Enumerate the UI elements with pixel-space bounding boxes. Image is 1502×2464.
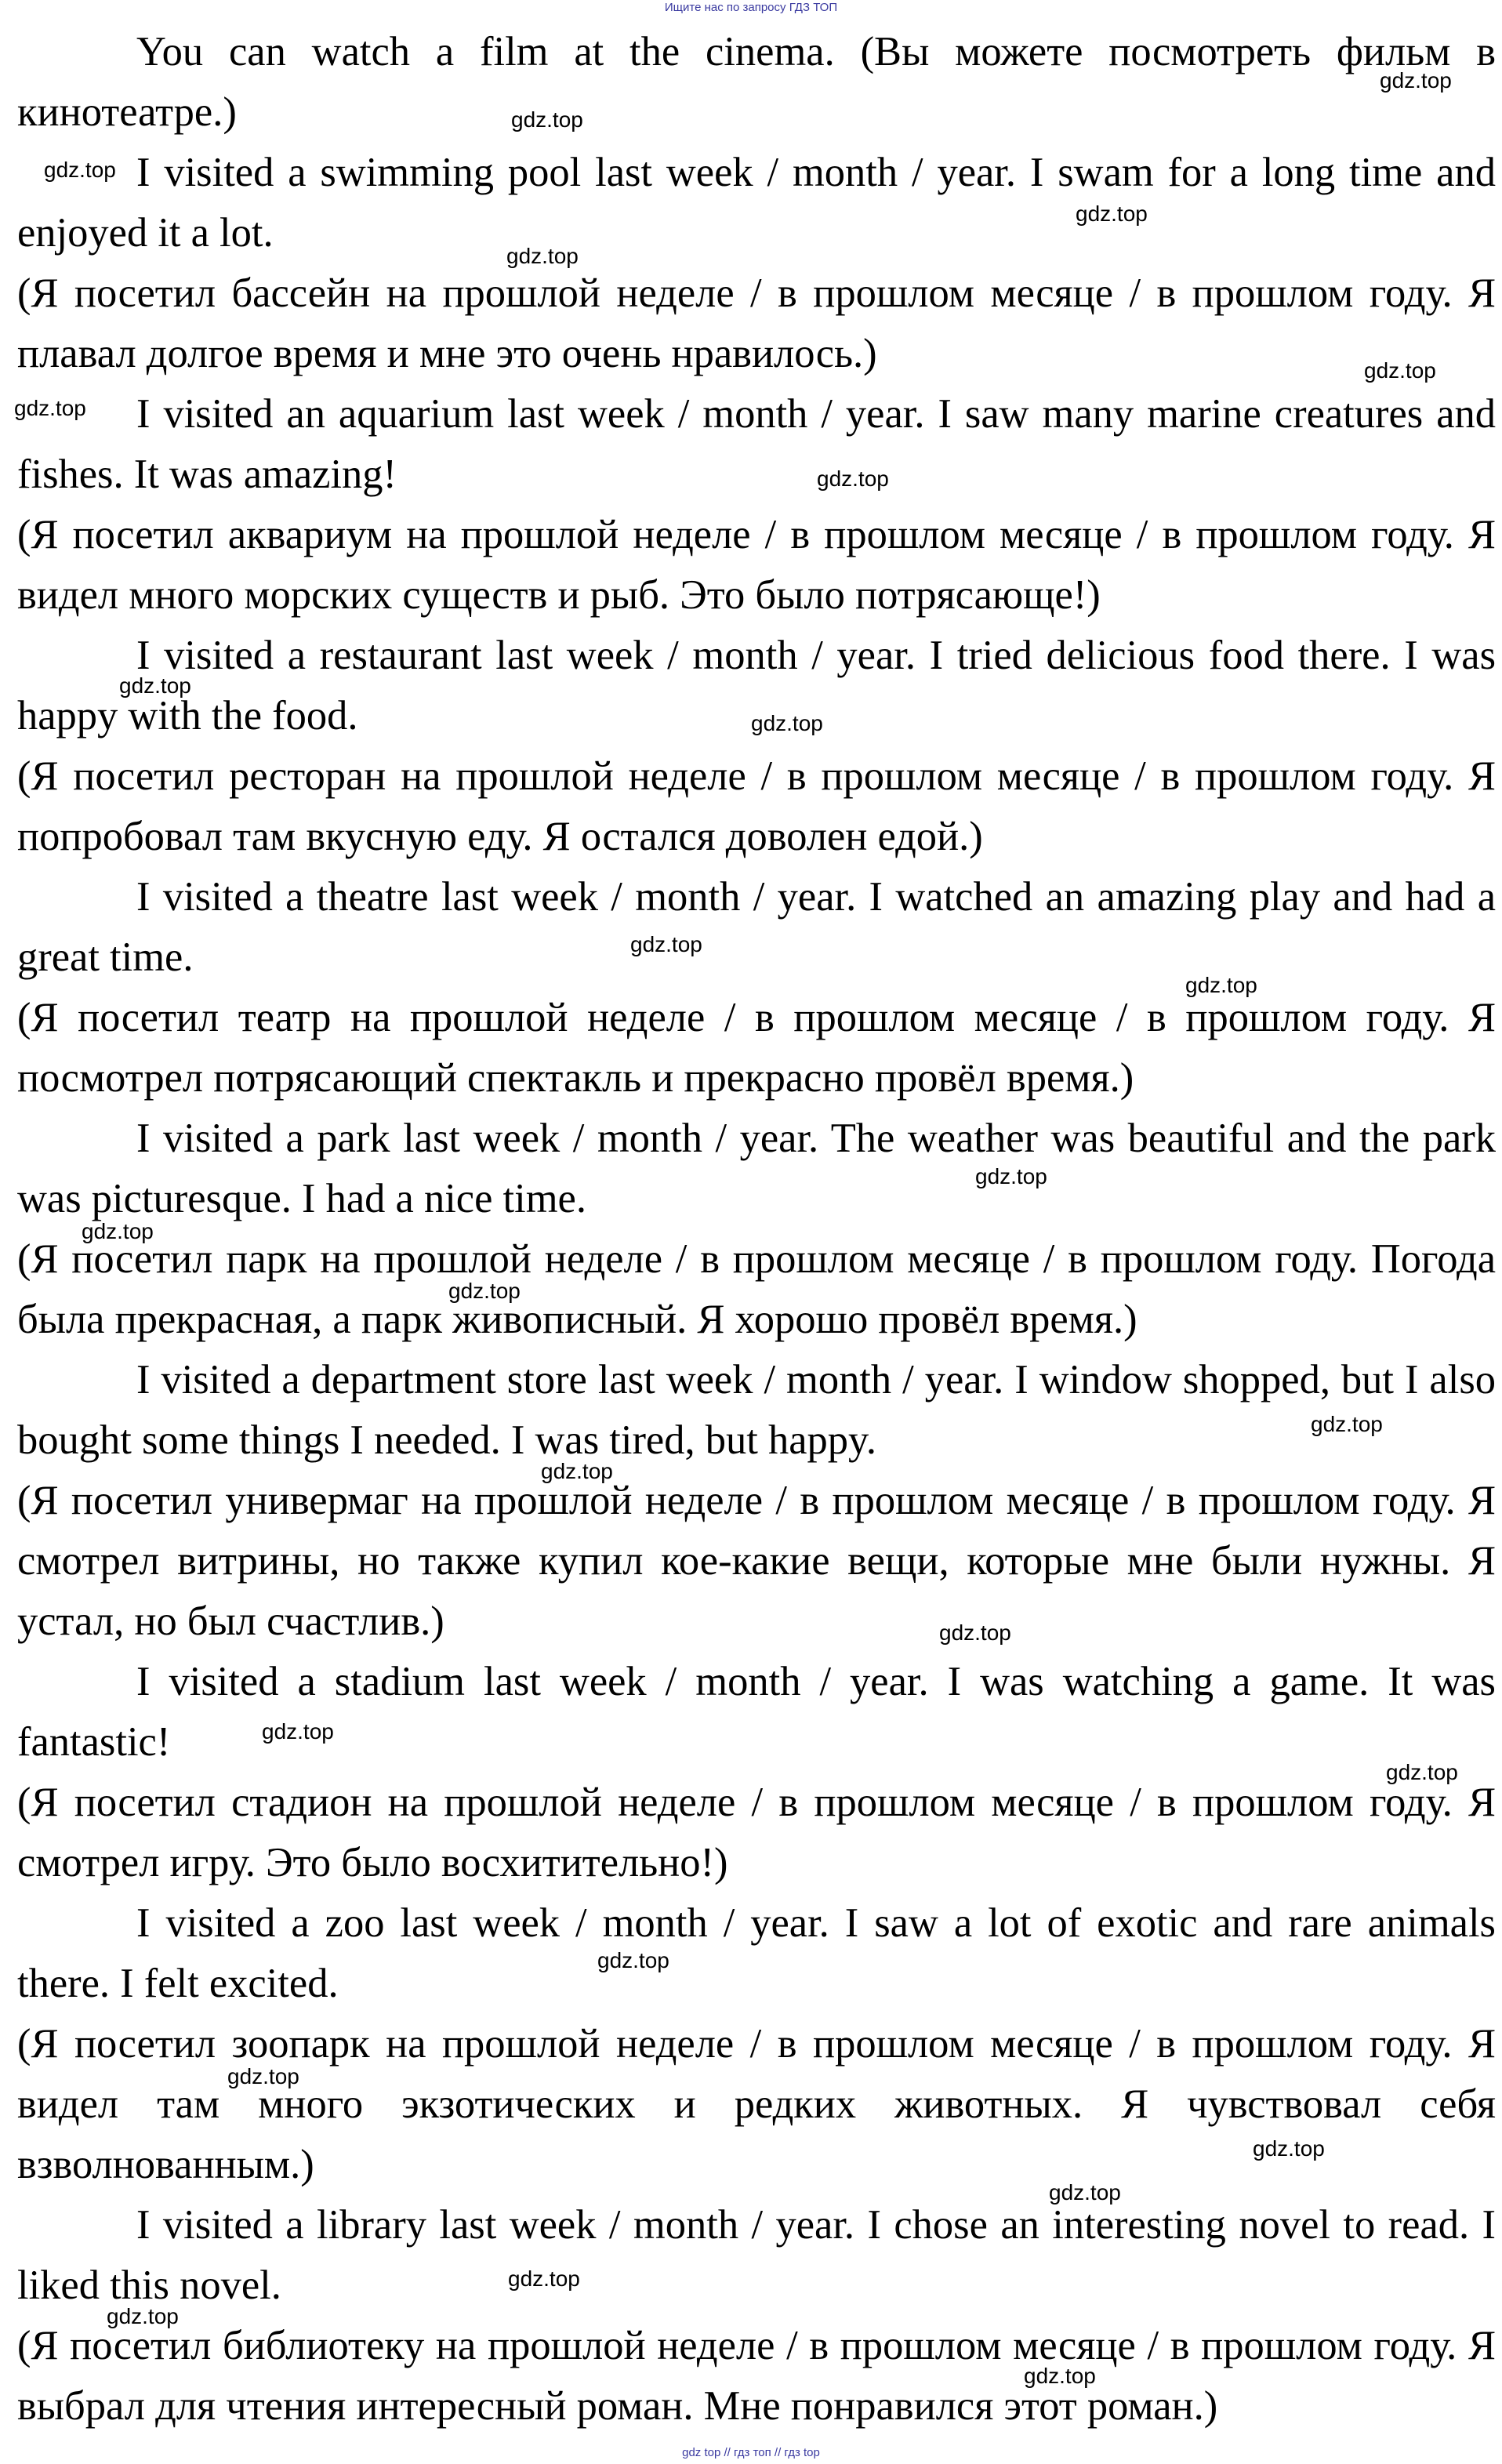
paragraph-library-ru: (Я посетил библиотеку на прошлой неделе / в прошлом месяце / в прошлом году. Я выбрал для чтения интересный роман. Мне понравился этот роман.) xyxy=(17,2323,1496,2429)
paragraph-store-en: I visited a department store last week / month / year. I window shopped, but I also bought some things I needed. I was tired, but happy. xyxy=(17,1357,1496,1463)
watermark: gdz.top xyxy=(1049,2180,1121,2205)
watermark: gdz.top xyxy=(511,107,583,132)
footer-links[interactable]: gdz top // гдз топ // гдз top xyxy=(682,2446,820,2459)
top-search-banner[interactable]: Ищите нас по запросу ГДЗ ТОП xyxy=(664,1,838,14)
watermark: gdz.top xyxy=(1311,1412,1383,1436)
watermark: gdz.top xyxy=(975,1164,1047,1188)
paragraph-stadium-ru: (Я посетил стадион на прошлой неделе / в прошлом месяце / в прошлом году. Я смотрел игру. Это было восхитительно!) xyxy=(17,1780,1496,1885)
paragraph-library-en: I visited a library last week / month / year. I chose an interesting novel to read. I liked this novel. xyxy=(17,2202,1496,2308)
watermark: gdz.top xyxy=(44,158,116,182)
watermark: gdz.top xyxy=(448,1279,521,1303)
paragraph-zoo-ru: (Я посетил зоопарк на прошлой неделе / в прошлом месяце / в прошлом году. Я видел там много экзотических и редких животных. Я чувствовал себя взволнованным.) xyxy=(17,2021,1496,2187)
paragraph-theatre-en: I visited a theatre last week / month / year. I watched an amazing play and had a great time. xyxy=(17,874,1496,980)
paragraph-zoo-en: I visited a zoo last week / month / year. I saw a lot of exotic and rare animals there. I felt excited. xyxy=(17,1900,1496,2006)
paragraph-theatre-ru: (Я посетил театр на прошлой неделе / в прошлом месяце / в прошлом году. Я посмотрел потрясающий спектакль и прекрасно провёл время.) xyxy=(17,995,1496,1101)
watermark: gdz.top xyxy=(939,1620,1011,1645)
watermark: gdz.top xyxy=(597,1948,669,1972)
watermark: gdz.top xyxy=(630,932,702,956)
watermark: gdz.top xyxy=(506,244,579,268)
watermark: gdz.top xyxy=(1364,358,1436,383)
watermark: gdz.top xyxy=(262,1719,334,1744)
paragraph-pool-ru: (Я посетил бассейн на прошлой неделе / в прошлом месяце / в прошлом году. Я плавал долгое время и мне это очень нравилось.) xyxy=(17,270,1496,376)
watermark: gdz.top xyxy=(541,1459,613,1483)
watermark: gdz.top xyxy=(1253,2136,1325,2161)
paragraph-aquarium-ru: (Я посетил аквариум на прошлой неделе / в прошлом месяце / в прошлом году. Я видел много морских существ и рыб. Это было потрясающе!) xyxy=(17,512,1496,618)
paragraph-store-ru: (Я посетил универмаг на прошлой неделе / в прошлом месяце / в прошлом году. Я смотрел витрины, но также купил кое-какие вещи, которые мне были нужны. Я устал, но был счастлив.) xyxy=(17,1478,1496,1644)
watermark: gdz.top xyxy=(14,396,86,420)
paragraph-pool-en: I visited a swimming pool last week / month / year. I swam for a long time and enjoyed it a lot. xyxy=(17,150,1496,256)
watermark: gdz.top xyxy=(751,711,823,735)
watermark: gdz.top xyxy=(82,1219,154,1243)
watermark: gdz.top xyxy=(1076,201,1148,226)
watermark: gdz.top xyxy=(107,2304,179,2328)
watermark: gdz.top xyxy=(119,673,191,698)
watermark: gdz.top xyxy=(1380,68,1452,93)
paragraph-cinema: You can watch a film at the cinema. (Вы можете посмотреть фильм в кинотеатре.) xyxy=(17,29,1496,135)
watermark: gdz.top xyxy=(1386,1760,1458,1784)
paragraph-park-en: I visited a park last week / month / year. The weather was beautiful and the park was picturesque. I had a nice time. xyxy=(17,1116,1496,1221)
watermark: gdz.top xyxy=(227,2064,299,2088)
watermark: gdz.top xyxy=(1185,973,1257,997)
paragraph-restaurant-ru: (Я посетил ресторан на прошлой неделе / в прошлом месяце / в прошлом году. Я попробовал там вкусную еду. Я остался доволен едой.) xyxy=(17,753,1496,859)
watermark: gdz.top xyxy=(508,2266,580,2291)
watermark: gdz.top xyxy=(817,466,889,491)
paragraph-aquarium-en: I visited an aquarium last week / month / year. I saw many marine creatures and fishes. It was amazing! xyxy=(17,391,1496,497)
paragraph-stadium-en: I visited a stadium last week / month / year. I was watching a game. It was fantastic! xyxy=(17,1659,1496,1765)
paragraph-restaurant-en: I visited a restaurant last week / month / year. I tried delicious food there. I was happy with the food. xyxy=(17,633,1496,738)
paragraph-park-ru: (Я посетил парк на прошлой неделе / в прошлом месяце / в прошлом году. Погода была прекрасная, а парк живописный. Я хорошо провёл время.) xyxy=(17,1236,1496,1342)
watermark: gdz.top xyxy=(1024,2364,1096,2388)
